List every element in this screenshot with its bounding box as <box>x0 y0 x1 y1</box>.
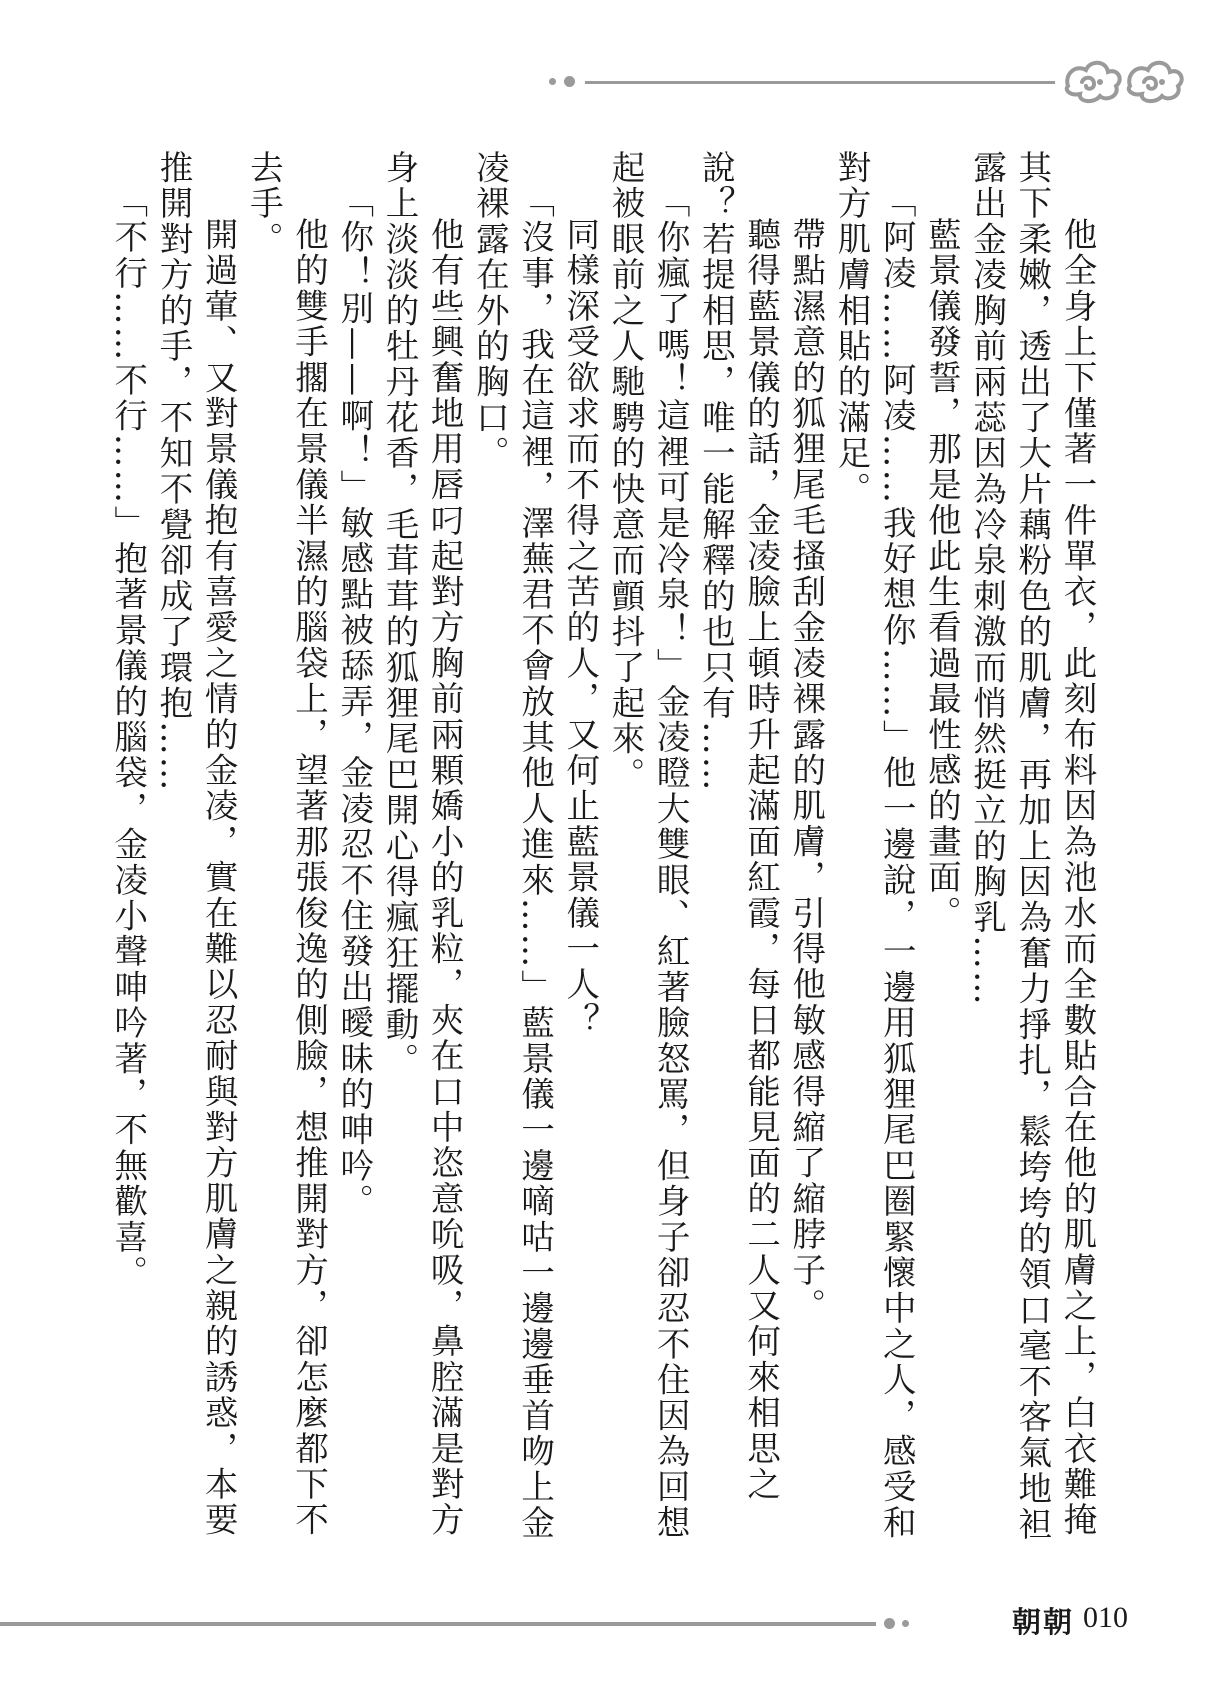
paragraph-5: 聽得藍景儀的話，金凌臉上頓時升起滿面紅霞，每日都能見面的二人又何來相思之說？若提相思，唯一能解釋的也只有…… <box>696 150 781 1503</box>
paragraph-2: 藍景儀發誓，那是他此生看過最性感的畫面。 <box>922 217 962 931</box>
paragraph-1: 他全身上下僅著一件單衣，此刻布料因為池水而全數貼合在他的肌膚之上，白衣難掩其下柔嫩，透出了大片藕粉色的肌膚，再加上因為奮力掙扎，鬆垮垮的領口毫不客氣地袒露出金凌胸前兩蕊因為冷泉刺激而悄然挺立的胸乳…… <box>967 150 1097 1543</box>
paragraph-12: 開過葷、又對景儀抱有喜愛之情的金凌，實在難以忍耐與對方肌膚之親的誘惑，本要推開對方的手，不知不覺卻成了環抱…… <box>153 150 239 1538</box>
paragraph-3: 「阿凌……阿凌……我好想你……」他一邊說，一邊用狐狸尾巴圈緊懷中之人，感受和對方肌膚相貼的滿足。 <box>831 150 917 1541</box>
paragraph-9: 他有些興奮地用唇叼起對方胸前兩顆嬌小的乳粒，夾在口中恣意吮吸，鼻腔滿是對方身上淡淡的牡丹花香，毛茸茸的狐狸尾巴開心得瘋狂擺動。 <box>379 150 465 1538</box>
header-dot-large <box>564 76 575 87</box>
footer-rule <box>0 1622 876 1626</box>
footer-dot-large <box>884 1618 895 1629</box>
body-text <box>108 150 1100 1550</box>
footer-dot-small <box>902 1620 909 1627</box>
paragraph-13: 「不行……不行……」抱著景儀的腦袋，金凌小聲呻吟著，不無歡喜。 <box>108 183 148 1291</box>
footer-page-number: 010 <box>1083 1601 1128 1634</box>
cloud-swirl-icon <box>1060 56 1190 108</box>
paragraph-7: 同樣深受欲求而不得之苦的人，又何止藍景儀一人？ <box>560 217 600 1039</box>
paragraph-8: 「沒事，我在這裡，澤蕪君不會放其他人進來……」藍景儀一邊嘀咕一邊邊垂首吻上金凌裸露在外的胸口。 <box>470 150 555 1541</box>
paragraph-10: 「你！別——啊！」敏感點被舔弄，金凌忍不住發出曖昧的呻吟。 <box>334 183 374 1219</box>
header-dot-small <box>549 78 556 85</box>
paragraph-6: 「你瘋了嗎！這裡可是冷泉！」金凌瞪大雙眼、紅著臉怒罵，但身子卻忍不住因為回想起被眼前之人馳騁的快意而顫抖了起來。 <box>605 150 691 1541</box>
header-rule <box>585 81 1055 84</box>
paragraph-11: 他的雙手擱在景儀半濕的腦袋上，望著那張俊逸的側臉，想推開對方，卻怎麼都下不去手。 <box>244 150 329 1538</box>
paragraphs <box>108 150 1100 1550</box>
paragraph-4: 帶點濕意的狐狸尾毛搔刮金凌裸露的肌膚，引得他敏感得縮了縮脖子。 <box>786 217 826 1324</box>
footer-book-title: 朝朝 <box>1012 1605 1075 1639</box>
